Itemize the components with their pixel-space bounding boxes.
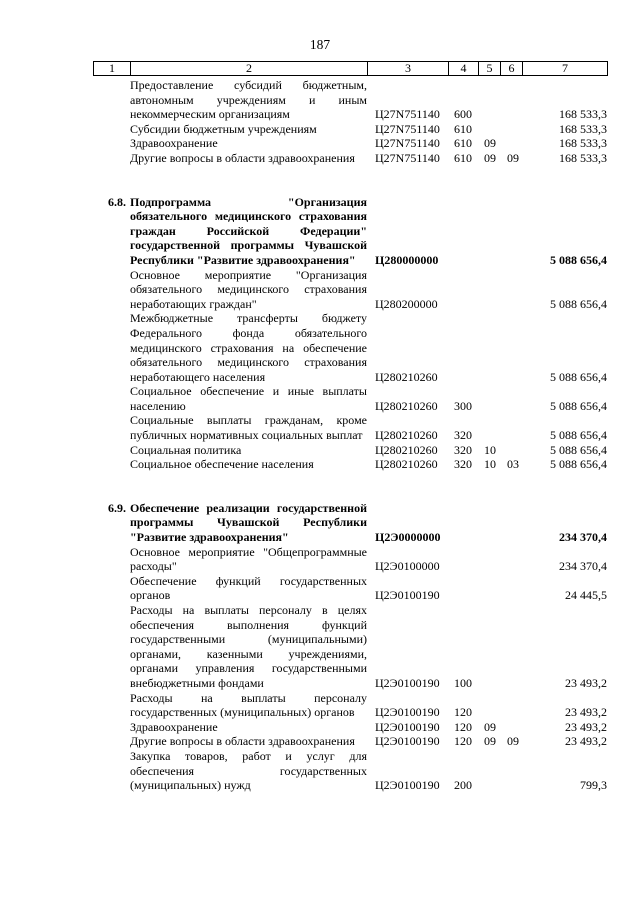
- expense-type-code: 610: [454, 150, 472, 165]
- row-amount: 24 445,5: [565, 588, 607, 603]
- target-article-code: Ц280000000: [375, 252, 439, 267]
- row-description: Здравоохранение: [130, 136, 218, 151]
- row-amount: 5 088 656,4: [550, 398, 607, 413]
- row-description: Расходы на выплаты персоналу государственных (муниципальных) органов: [130, 690, 367, 720]
- row-description: Субсидии бюджетным учреждениям: [130, 121, 317, 136]
- table-row: [93, 457, 607, 472]
- table-row: [93, 574, 607, 603]
- section-code: 09: [484, 150, 496, 165]
- target-article-code: Ц2Э0100190: [375, 705, 440, 720]
- row-amount: 5 088 656,4: [550, 252, 607, 267]
- subsection-code: 03: [507, 457, 519, 472]
- row-amount: 5 088 656,4: [550, 428, 607, 443]
- column-header: 5: [479, 62, 501, 76]
- row-amount: 5 088 656,4: [550, 442, 607, 457]
- table-row: [93, 603, 607, 691]
- table-row: [93, 151, 607, 166]
- expense-type-code: 120: [454, 705, 472, 720]
- table-row: [93, 311, 607, 384]
- table-row: [93, 136, 607, 151]
- row-spacer: [93, 166, 607, 195]
- expense-type-code: 200: [454, 778, 472, 793]
- row-amount: 168 533,3: [559, 121, 607, 136]
- subsection-code: 09: [507, 734, 519, 749]
- table-row: [93, 720, 607, 735]
- section-code: 10: [484, 457, 496, 472]
- target-article-code: Ц280210260: [375, 442, 438, 457]
- row-description: Расходы на выплаты персоналу в целях обеспечения выполнения функций государственными (муниципальными) органами, казенными учреждениями, органами управления государственными внебюджетными фондами: [130, 603, 367, 690]
- table-row: [93, 749, 607, 793]
- section-code: 09: [484, 719, 496, 734]
- row-amount: 5 088 656,4: [550, 369, 607, 384]
- expense-type-code: 120: [454, 734, 472, 749]
- column-header-table: [93, 61, 608, 76]
- expense-type-code: 320: [454, 457, 472, 472]
- row-amount: 168 533,3: [559, 150, 607, 165]
- expense-type-code: 120: [454, 719, 472, 734]
- table-row: [93, 443, 607, 458]
- column-header: 6: [501, 62, 523, 76]
- target-article-code: Ц2Э0000000: [375, 530, 441, 545]
- row-description: Предоставление субсидий бюджетным, автономным учреждениям и иным некоммерческим организациям: [130, 78, 367, 122]
- row-amount: 168 533,3: [559, 136, 607, 151]
- row-amount: 799,3: [580, 778, 607, 793]
- section-code: 09: [484, 136, 496, 151]
- row-amount: 5 088 656,4: [550, 457, 607, 472]
- row-amount: 234 370,4: [559, 559, 607, 574]
- target-article-code: Ц2Э0100190: [375, 675, 440, 690]
- row-description: Социальное обеспечение и иные выплаты населению: [130, 384, 367, 413]
- row-description: Подпрограмма "Организация обязательного медицинского страхования граждан Российской Федерации" государственной программы Чувашской Республики "Развитие здравоохранения": [130, 194, 367, 267]
- target-article-code: Ц27N751140: [375, 107, 440, 122]
- row-description: Межбюджетные трансферты бюджету Федерального фонда обязательного медицинского страхования на обеспечение обязательного медицинского страхования неработающего населения: [130, 311, 367, 384]
- target-article-code: Ц2Э0100190: [375, 719, 440, 734]
- target-article-code: Ц280210260: [375, 369, 438, 384]
- row-description: Основное мероприятие "Организация обязательного медицинского страхования неработающих граждан": [130, 267, 367, 311]
- table-row: [93, 734, 607, 749]
- column-header: 3: [368, 62, 449, 76]
- expense-type-code: 610: [454, 136, 472, 151]
- expense-type-code: 320: [454, 442, 472, 457]
- target-article-code: Ц2Э0100190: [375, 588, 440, 603]
- row-number: 6.8.: [108, 194, 126, 209]
- row-amount: 234 370,4: [559, 530, 607, 545]
- expense-type-code: 600: [454, 107, 472, 122]
- row-description: Обеспечение реализации государственной программы Чувашской Республики "Развитие здравоохранения": [130, 500, 367, 545]
- target-article-code: Ц2Э0100190: [375, 734, 440, 749]
- table-row: [93, 268, 607, 312]
- column-header: 7: [523, 62, 608, 76]
- section-code: 10: [484, 442, 496, 457]
- column-header-row: [94, 62, 608, 76]
- table-row: [93, 384, 607, 413]
- section-row: [93, 501, 607, 545]
- row-amount: 23 493,2: [565, 719, 607, 734]
- target-article-code: Ц2Э0100190: [375, 778, 440, 793]
- expense-type-code: 100: [454, 675, 472, 690]
- row-description: Другие вопросы в области здравоохранения: [130, 734, 355, 749]
- target-article-code: Ц280200000: [375, 296, 438, 311]
- target-article-code: Ц27N751140: [375, 150, 440, 165]
- row-amount: 168 533,3: [559, 107, 607, 122]
- row-description: Здравоохранение: [130, 719, 218, 734]
- target-article-code: Ц280210260: [375, 457, 438, 472]
- row-amount: 23 493,2: [565, 675, 607, 690]
- expense-type-code: 300: [454, 398, 472, 413]
- expense-type-code: 320: [454, 428, 472, 443]
- row-amount: 23 493,2: [565, 705, 607, 720]
- row-description: Основное мероприятие "Общепрограммные расходы": [130, 544, 367, 574]
- expense-type-code: 610: [454, 121, 472, 136]
- row-amount: 5 088 656,4: [550, 296, 607, 311]
- row-description: Обеспечение функций государственных органов: [130, 573, 367, 603]
- row-amount: 23 493,2: [565, 734, 607, 749]
- target-article-code: Ц280210260: [375, 398, 438, 413]
- column-header: 4: [449, 62, 479, 76]
- target-article-code: Ц27N751140: [375, 136, 440, 151]
- table-row: [93, 122, 607, 137]
- table-row: [93, 413, 607, 442]
- row-number: 6.9.: [108, 500, 126, 515]
- table-row: [93, 691, 607, 720]
- row-description: Социальная политика: [130, 442, 242, 457]
- row-description: Социальные выплаты гражданам, кроме публичных нормативных социальных выплат: [130, 413, 367, 443]
- budget-table-body: [93, 78, 607, 793]
- row-description: Другие вопросы в области здравоохранения: [130, 150, 355, 165]
- target-article-code: Ц280210260: [375, 428, 438, 443]
- column-header: 2: [131, 62, 368, 76]
- table-row: [93, 78, 607, 122]
- subsection-code: 09: [507, 150, 519, 165]
- row-description: Социальное обеспечение населения: [130, 457, 314, 472]
- column-header: 1: [94, 62, 131, 76]
- target-article-code: Ц2Э0100000: [375, 559, 440, 574]
- row-spacer: [93, 472, 607, 501]
- section-code: 09: [484, 734, 496, 749]
- table-row: [93, 545, 607, 574]
- section-row: [93, 195, 607, 268]
- target-article-code: Ц27N751140: [375, 121, 440, 136]
- page-number: 187: [309, 37, 331, 52]
- row-description: Закупка товаров, работ и услуг для обеспечения государственных (муниципальных) нужд: [130, 748, 367, 793]
